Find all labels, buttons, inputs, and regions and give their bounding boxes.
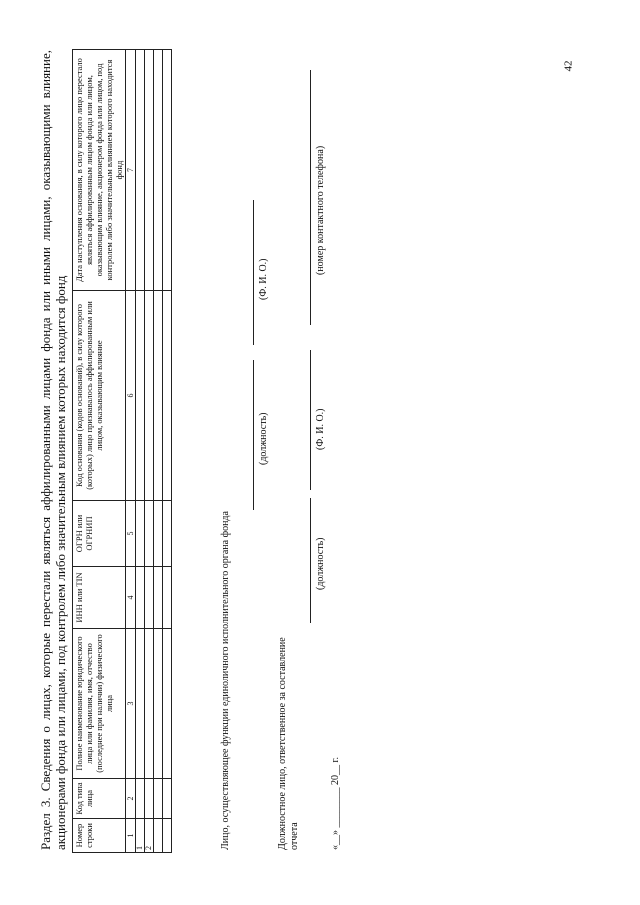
column-number: 3 <box>126 629 136 779</box>
table-cell <box>145 50 154 291</box>
row-number: 2 <box>145 819 154 853</box>
table-row <box>154 50 163 853</box>
column-number: 1 <box>126 819 136 853</box>
table-cell <box>154 779 163 819</box>
affiliates-table <box>72 49 172 853</box>
responsible-position-line <box>310 498 311 623</box>
table-header-row <box>73 50 126 853</box>
table-cell <box>163 291 172 501</box>
column-number: 2 <box>126 779 136 819</box>
table-cell <box>145 291 154 501</box>
table-cell <box>163 567 172 629</box>
table-cell <box>163 50 172 291</box>
table-cell <box>154 50 163 291</box>
table-cell <box>154 567 163 629</box>
row-number <box>163 819 172 853</box>
table-cell <box>136 501 145 567</box>
column-number: 4 <box>126 567 136 629</box>
executive-position-caption: (должность) <box>258 412 269 465</box>
header-cell: Дата наступления основания, в силу которого лицо перестало являться аффилированным лицом фонда или лицом, оказывающим влияние, акционером фонда или лицом, под контролем либо значительным влиянием которого находится фонд <box>73 50 126 291</box>
table-cell <box>136 567 145 629</box>
section-title: Раздел 3. Сведения о лицах, которые перестали являться аффилированными лицами фонда или иными лицами, оказывающими влияние, акционерами фонда или лицами, под контролем либо значительным влиянием которых находится фонд <box>38 50 68 850</box>
table-row <box>145 50 154 853</box>
header-cell: Код основания (кодов оснований), в силу которого (которых) лицо признавалось аффилированным или лицом, оказывающим влияние <box>73 291 126 501</box>
header-cell: Номер строки <box>73 819 126 853</box>
table-cell <box>136 629 145 779</box>
table-cell <box>145 629 154 779</box>
header-cell: Полное наименование юридического лица или фамилия, имя, отчество (последнее при наличии) физического лица <box>73 629 126 779</box>
responsible-position-caption: (должность) <box>315 537 326 590</box>
table-cell <box>136 50 145 291</box>
table-cell <box>154 629 163 779</box>
table-cell <box>163 629 172 779</box>
table-cell <box>145 779 154 819</box>
table-cell <box>154 291 163 501</box>
header-cell: ОГРН или ОГРНИП <box>73 501 126 567</box>
responsible-name-line <box>310 350 311 490</box>
table-cell <box>163 779 172 819</box>
executive-name-caption: (Ф. И. О.) <box>258 258 269 300</box>
row-number <box>154 819 163 853</box>
table-cell <box>145 501 154 567</box>
header-cell: Код типа лица <box>73 779 126 819</box>
table-cell <box>136 291 145 501</box>
table-row <box>163 50 172 853</box>
executive-label: Лицо, осуществляющее функции единоличного исполнительного органа фонда <box>220 511 231 850</box>
table-cell <box>154 501 163 567</box>
page-number: 42 <box>562 60 575 72</box>
column-number-row <box>126 50 136 853</box>
column-number: 7 <box>126 50 136 291</box>
table-cell <box>145 567 154 629</box>
responsible-label: Должностное лицо, ответственное за составление отчета <box>277 637 300 850</box>
header-cell: ИНН или TIN <box>73 567 126 629</box>
executive-name-line <box>253 200 254 345</box>
date-line: «__» ________ 20__ г. <box>330 757 341 850</box>
row-number: 1 <box>136 819 145 853</box>
phone-line <box>310 70 311 325</box>
responsible-name-caption: (Ф. И. О.) <box>315 408 326 450</box>
table-cell <box>163 501 172 567</box>
executive-position-line <box>253 360 254 510</box>
table-cell <box>136 779 145 819</box>
column-number: 5 <box>126 501 136 567</box>
column-number: 6 <box>126 291 136 501</box>
phone-caption: (номер контактного телефона) <box>315 145 326 275</box>
table-row <box>136 50 145 853</box>
